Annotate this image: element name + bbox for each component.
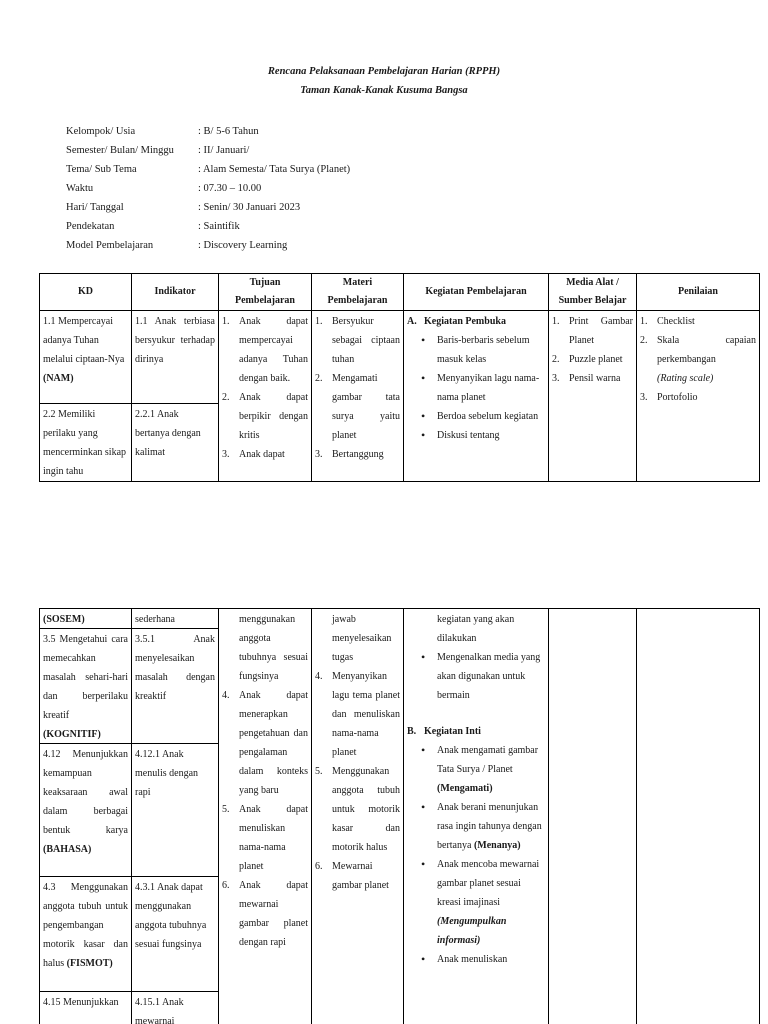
kd-3-5: 3.5 Mengetahui cara memecahkan masalah sehari-hari dan berperilaku kreatif (KOGNITIF) xyxy=(40,628,131,743)
info-value: : 07.30 – 10.00 xyxy=(198,183,262,194)
tujuan-cell xyxy=(219,311,312,482)
tujuan-item: 1. Anak dapat mempercayai adanya Tuhan dengan baik. xyxy=(222,316,308,384)
header-tujuan: Tujuan Pembelajaran xyxy=(219,274,312,311)
kegiatan-inti-item: • Anak berani menunjukan rasa ingin tahunya dengan bertanya (Menanya) xyxy=(407,798,545,855)
kegiatan-item: • Berdoa sebelum kegiatan xyxy=(407,407,545,426)
indikator-4-3-1: 4.3.1 Anak dapat menggunakan anggota tubuhnya sesuai fungsinya xyxy=(132,876,218,991)
info-label: Kelompok/ Usia xyxy=(66,126,136,137)
header-kegiatan: Kegiatan Pembelajaran xyxy=(404,274,549,311)
info-row xyxy=(66,179,350,198)
media-item: 3. Pensil warna xyxy=(552,373,621,384)
kd-4-3: 4.3 Menggunakan anggota tubuh untuk pengembangan motorik kasar dan halus (FISMOT) xyxy=(40,876,131,991)
kegiatan-inti-heading: B. Kegiatan Inti xyxy=(407,726,481,737)
materi-item: 1. Bersyukur sebagai ciptaan tuhan xyxy=(315,316,400,365)
info-row xyxy=(66,217,350,236)
info-row xyxy=(66,160,350,179)
kd-4-12: 4.12 Menunjukkan kemampuan keaksaraan awal dalam berbagai bentuk karya (BAHASA) xyxy=(40,743,131,876)
kegiatan-cell xyxy=(404,311,549,482)
header-kd: KD xyxy=(40,274,132,311)
info-value: : II/ Januari/ xyxy=(198,145,250,156)
bullet-icon: • xyxy=(421,857,426,871)
rpph-table-top xyxy=(39,273,760,482)
bullet-icon: • xyxy=(421,371,426,385)
info-value: : Discovery Learning xyxy=(198,240,288,251)
indikator-3-5-1: 3.5.1 Anak menyelesaikan masalah dengan kreaktif xyxy=(132,628,218,743)
penilaian-item: 1. Checklist xyxy=(640,316,695,327)
kd-cell-cont xyxy=(40,609,132,1024)
info-label: Pendekatan xyxy=(66,221,115,232)
info-value: : B/ 5-6 Tahun xyxy=(198,126,259,137)
kegiatan-diskusi-cont: kegiatan yang akan dilakukan xyxy=(437,614,515,644)
kd-cell xyxy=(40,311,132,482)
info-value: : Alam Semesta/ Tata Surya (Planet) xyxy=(198,164,351,175)
kd-1-1: 1.1 Mempercayai adanya Tuhan melalui ciptaan-Nya (NAM) xyxy=(43,316,125,384)
info-row xyxy=(66,122,350,141)
materi-cell-cont xyxy=(312,609,404,1024)
bullet-icon: • xyxy=(421,743,426,757)
kd-2-2: 2.2 Memiliki perilaku yang mencerminkan sikap ingin tahu xyxy=(40,403,131,481)
kegiatan-inti-item: • Anak mengamati gambar Tata Surya / Planet (Mengamati) xyxy=(407,741,545,798)
kegiatan-item: • Menyanyikan lagu nama-nama planet xyxy=(407,369,545,407)
indikator-cont: sederhana xyxy=(135,614,175,625)
materi-3-cont: jawab menyelesaikan tugas xyxy=(332,614,392,663)
bullet-icon: • xyxy=(421,650,426,664)
kd-4-15: 4.15 Menunjukkan xyxy=(40,991,131,1012)
info-value: : Saintifik xyxy=(198,221,240,232)
indikator-1-1: 1.1 Anak terbiasa bersyukur terhadap dirinya xyxy=(135,316,215,365)
info-block xyxy=(66,122,350,255)
tujuan-item: 6. Anak dapat mewarnai gambar planet dengan rapi xyxy=(222,880,308,948)
tujuan-item: 2. Anak dapat berpikir dengan kritis xyxy=(222,392,308,441)
bullet-icon: • xyxy=(421,952,426,966)
info-label: Hari/ Tanggal xyxy=(66,202,124,213)
kegiatan-item: • Baris-berbaris sebelum masuk kelas xyxy=(407,331,545,369)
info-row xyxy=(66,141,350,160)
header-penilaian: Penilaian xyxy=(637,274,760,311)
tujuan-item: 4. Anak dapat menerapkan pengetahuan dan pengalaman dalam konteks yang baru xyxy=(222,690,308,796)
media-item: 1. Print Gambar Planet xyxy=(552,316,633,346)
rpph-table-bottom xyxy=(39,608,760,1024)
media-item: 2. Puzzle planet xyxy=(552,354,623,365)
bullet-icon: • xyxy=(421,333,426,347)
header-materi: Materi Pembelajaran xyxy=(312,274,404,311)
kegiatan-inti-item: • Anak menuliskan xyxy=(407,950,545,969)
header-indikator: Indikator xyxy=(132,274,219,311)
indikator-cell xyxy=(132,311,219,482)
info-label: Tema/ Sub Tema xyxy=(66,164,137,175)
materi-cell xyxy=(312,311,404,482)
materi-item: 4. Menyanyikan lagu tema planet dan menuliskan nama-nama planet xyxy=(315,671,400,758)
info-label: Waktu xyxy=(66,183,94,194)
tujuan-item: 3. Anak dapat xyxy=(222,449,285,460)
penilaian-cell xyxy=(637,311,760,482)
kegiatan-inti-item: • Anak mencoba mewarnai gambar planet sesuai kreasi imajinasi (Mengumpulkan informasi) xyxy=(407,855,545,950)
media-cell xyxy=(549,311,637,482)
document-title: Rencana Pelaksanaan Pembelajaran Harian (RPPH) xyxy=(267,66,501,77)
info-label: Semester/ Bulan/ Minggu xyxy=(66,145,174,156)
tujuan-cell-cont xyxy=(219,609,312,1024)
indikator-cell-cont xyxy=(132,609,219,1024)
tujuan-3-cont: menggunakan anggota tubuhnya sesuai fungsinya xyxy=(239,614,308,682)
info-value: : Senin/ 30 Januari 2023 xyxy=(198,202,301,213)
materi-item: 6. Mewarnai gambar planet xyxy=(315,861,389,891)
bullet-icon: • xyxy=(421,428,426,442)
indikator-2-2-1: 2.2.1 Anak bertanya dengan kalimat xyxy=(132,403,218,462)
indikator-4-15-1: 4.15.1 Anak mewarnai xyxy=(132,991,218,1024)
info-label: Model Pembelajaran xyxy=(66,240,154,251)
kegiatan-item: • Diskusi tentang xyxy=(407,426,545,445)
materi-item: 2. Mengamati gambar tata surya yaitu planet xyxy=(315,373,400,441)
document-subtitle: Taman Kanak-Kanak Kusuma Bangsa xyxy=(300,85,468,96)
kd-sosem-tag: (SOSEM) xyxy=(43,614,85,625)
kegiatan-pembuka-heading: A. Kegiatan Pembuka xyxy=(407,316,506,327)
bullet-icon: • xyxy=(421,800,426,814)
kegiatan-item: • Mengenalkan media yang akan digunakan untuk bermain xyxy=(407,648,545,705)
penilaian-cell-cont xyxy=(637,609,760,1024)
tujuan-item: 5. Anak dapat menuliskan nama-nama planet xyxy=(222,804,308,872)
materi-item: 3. Bertanggung xyxy=(315,449,384,460)
header-media: Media Alat / Sumber Belajar xyxy=(549,274,637,311)
indikator-4-12-1: 4.12.1 Anak menulis dengan rapi xyxy=(132,743,218,876)
penilaian-item: 2. Skala capaian perkembangan xyxy=(640,335,756,365)
materi-item: 5. Menggunakan anggota tubuh untuk motorik kasar dan motorik halus xyxy=(315,766,400,853)
penilaian-item: 3. Portofolio xyxy=(640,392,698,403)
info-row xyxy=(66,236,350,255)
bullet-icon: • xyxy=(421,409,426,423)
penilaian-item: (Rating scale) xyxy=(657,373,714,384)
media-cell-cont xyxy=(549,609,637,1024)
info-row xyxy=(66,198,350,217)
kegiatan-cell-cont xyxy=(404,609,549,1024)
